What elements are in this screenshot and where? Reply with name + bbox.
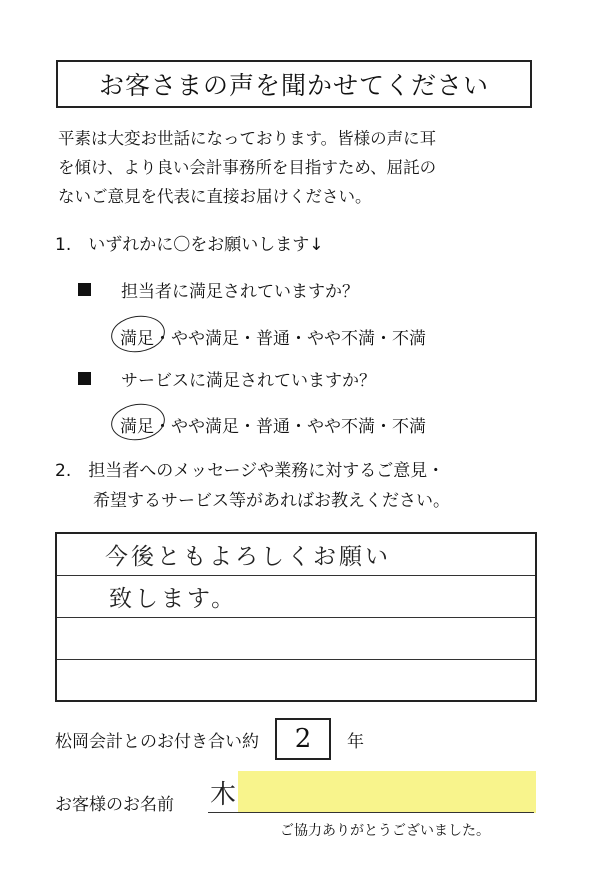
service-question-text: サービスに満足されていますか？ — [121, 371, 376, 391]
name-underline — [208, 812, 534, 813]
question-1-heading: 1. いずれかに〇をお願いします↓ — [55, 235, 324, 255]
staff-question — [78, 277, 359, 302]
staff-options — [120, 324, 426, 349]
form-title — [56, 60, 532, 108]
name-redaction-highlight — [238, 771, 536, 813]
years-value: 2 — [294, 724, 312, 754]
service-question — [78, 366, 376, 391]
answer-rule — [57, 659, 535, 660]
answer-handwriting-line-2: 致します。 — [109, 586, 238, 612]
thanks-note: ご協力ありがとうございました。 — [280, 823, 490, 839]
question-2-line-1: 2. 担当者へのメッセージや業務に対するご意見・ — [55, 461, 445, 481]
customer-name-handwriting: 木 — [210, 780, 237, 810]
years-unit: 年 — [347, 731, 364, 752]
answer-handwriting-line-1: 今後ともよろしくお願い — [105, 544, 391, 570]
bullet-square-icon — [78, 372, 91, 385]
staff-question-text: 担当者に満足されていますか？ — [121, 282, 359, 302]
intro-paragraph — [58, 124, 548, 211]
bullet-square-icon — [78, 283, 91, 296]
question-2-line-2: 希望するサービス等があればお教えください。 — [93, 491, 450, 511]
customer-name-label: お客様のお名前 — [55, 795, 174, 815]
question-2 — [55, 456, 450, 516]
staff-option-selected: 満足 — [120, 324, 154, 349]
years-label: 松岡会計とのお付き合い約 — [55, 731, 259, 752]
staff-option-rest: ・やや満足・普通・やや不満・不満 — [154, 329, 426, 349]
service-option-rest: ・やや満足・普通・やや不満・不満 — [154, 417, 426, 437]
answer-rule — [57, 575, 535, 576]
service-options — [120, 412, 426, 437]
answer-box — [55, 532, 537, 702]
intro-line: を傾け、より良い会計事務所を目指すため、屈託の — [58, 158, 437, 177]
intro-line: 平素は大変お世話になっております。皆様の声に耳 — [58, 129, 437, 148]
answer-rule — [57, 617, 535, 618]
intro-line: ないご意見を代表に直接お届けください。 — [58, 187, 372, 206]
years-value-box — [275, 718, 331, 760]
service-option-selected: 満足 — [120, 412, 154, 437]
relationship-years — [55, 718, 364, 760]
form-title-text: お客さまの声を聞かせてください — [98, 71, 489, 100]
